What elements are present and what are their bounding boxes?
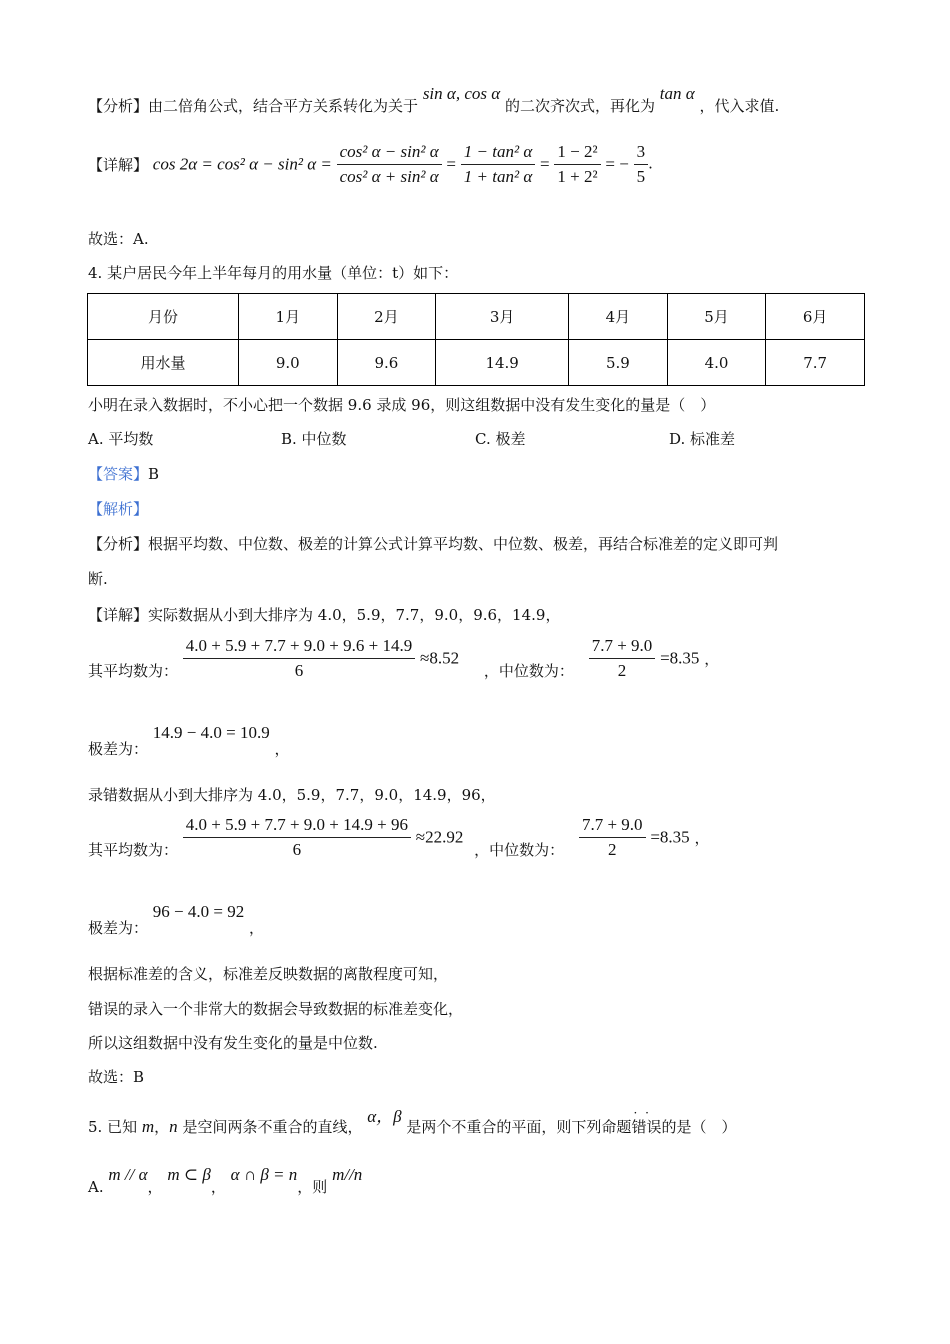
fraction-3-den: 1 + 2² [557,167,598,186]
median2-fraction [579,815,646,860]
comma: ， [704,650,720,668]
option-a-label: A. [88,1178,104,1196]
median-label: ，中位数为： [483,662,574,680]
emphasis-error: · · 错误 [631,1118,661,1136]
avg-result: ≈8.52 [420,648,460,668]
median2-num: 7.7 + 9.0 [579,815,646,838]
q5-text-a: 5. 已知 [88,1118,138,1136]
q4-analysis [88,533,778,554]
avg-fraction [183,636,415,681]
avg2-result: ≈22.92 [415,827,464,847]
question-4-stem: 4. 某户居民今年上半年每月的用水量（单位：t）如下： [88,264,459,282]
conclusion-2: 错误的录入一个非常大的数据会导致数据的标准差变化， [88,1000,464,1018]
fraction-4-den: 5 [636,167,646,186]
median-label: ，中位数为： [474,841,565,859]
wrong-stats-line [88,815,709,860]
table-cell: 1月 [239,294,338,340]
analysis-paragraph [88,84,780,116]
q4-detail-text: 实际数据从小到大排序为 4.0，5.9，7.7，9.0，9.6，14.9， [148,606,561,624]
answer-line [88,463,159,484]
avg-den: 6 [294,661,304,680]
detail-tag: 【详解】 [88,156,149,174]
comma: ， [274,740,290,758]
q5-option-a [88,1164,363,1196]
analysis-tag: 【分析】 [88,97,149,115]
median2-den: 2 [607,840,617,859]
answer-value: B [148,465,160,483]
var-alpha-beta: α，β [367,1107,402,1126]
fraction-3 [554,142,600,187]
fraction-4 [634,142,649,187]
range-label: 极差为： [88,919,149,937]
median-fraction [589,636,656,681]
avg2-fraction [183,815,411,860]
table-cell: 月份 [88,294,239,340]
median2-result: =8.35 [650,827,690,847]
question-4-body: 小明在录入数据时，不小心把一个数据 9.6 录成 96，则这组数据中没有发生变化的量是（ ） [88,396,716,414]
fraction-1-num: cos² α − sin² α [337,142,442,165]
q5-text-c: 是两个不重合的平面，则下列命题 [406,1118,632,1136]
fraction-2-num: 1 − tan² α [461,142,535,165]
avg-num: 4.0 + 5.9 + 7.7 + 9.0 + 9.6 + 14.9 [183,636,415,659]
option-a: A. 平均数 [88,430,154,448]
choice-a-line: 故选：A. [88,230,149,248]
table-cell: 用水量 [88,340,239,386]
table-row [88,340,865,386]
median-num: 7.7 + 9.0 [589,636,656,659]
equals: = [446,154,457,174]
table-cell: 3月 [436,294,569,340]
range-line-1 [88,722,290,758]
fraction-3-num: 1 − 2² [554,142,600,165]
then-text: ，则 [297,1178,328,1196]
median-result: =8.35 [660,648,700,668]
math-cos2a: cos 2α = cos² α − sin² α = [152,154,332,174]
range-label: 极差为： [88,740,149,758]
comma: ， [210,1178,226,1196]
table-row [88,294,865,340]
conclusion-3: 所以这组数据中没有发生变化的量是中位数. [88,1034,378,1052]
actual-stats-line [88,636,719,681]
q5-text-d: 的是（ ） [661,1118,737,1136]
choice-b-line: 故选：B [88,1068,145,1086]
table-cell: 9.0 [239,340,338,386]
table-cell: 5月 [667,294,766,340]
math-sin-cos: sin α, cos α [422,84,501,103]
wrong-sorted-line: 录错数据从小到大排序为 4.0，5.9，7.7，9.0，14.9，96， [88,786,496,804]
analysis-text-3: ，代入求值. [699,97,780,115]
avg2-num: 4.0 + 5.9 + 7.7 + 9.0 + 14.9 + 96 [183,815,411,838]
analysis-text-1: 由二倍角公式，结合平方关系转化为关于 [148,97,419,115]
range-line-2 [88,901,265,937]
conclusion-1: 根据标准差的含义，标准差反映数据的离散程度可知， [88,965,449,983]
option-b: B. 中位数 [281,430,347,448]
analysis-text-2: 的二次齐次式，再化为 [504,97,655,115]
math-m-parallel-n: m//n [332,1165,363,1184]
var-m: m [141,1117,155,1136]
table-cell: 4月 [569,294,668,340]
math-m-parallel-alpha: m // α [108,1165,148,1184]
comma: ， [249,919,265,937]
q4-analysis-cont: 断. [88,570,108,588]
q4-detail-tag: 【详解】 [88,606,149,624]
var-n: n [169,1117,178,1136]
fraction-4-num: 3 [634,142,649,165]
answer-tag: 【答案】 [88,465,149,483]
math-tan: tan α [659,84,695,103]
q5-text-b: 是空间两条不重合的直线， [182,1118,363,1136]
math-intersection: α ∩ β = n [230,1165,298,1184]
question-5-stem [88,1107,737,1137]
table-cell: 9.6 [337,340,436,386]
table-cell: 4.0 [667,340,766,386]
fraction-1-den: cos² α + sin² α [339,167,439,186]
detail-paragraph [88,142,653,187]
table-cell: 5.9 [569,340,668,386]
option-c: C. 极差 [475,430,526,448]
table-cell: 14.9 [436,340,569,386]
q4-analysis-text: 根据平均数、中位数、极差的计算公式计算平均数、中位数、极差，再结合标准差的定义即可判 [148,535,779,553]
q4-analysis-tag: 【分析】 [88,535,149,553]
math-m-subset-beta: m ⊂ β [167,1165,211,1184]
option-d: D. 标准差 [669,430,736,448]
water-usage-table [87,293,865,386]
equals-minus: = − [605,154,629,174]
avg-label: 其平均数为： [88,841,179,859]
jiexi-tag: 【解析】 [88,500,149,518]
range-expression: 14.9 − 4.0 = 10.9 [152,723,270,742]
range2-expression: 96 − 4.0 = 92 [152,902,245,921]
comma: ， [154,1118,170,1136]
period: . [648,154,653,173]
median-den: 2 [617,661,627,680]
table-cell: 2月 [337,294,436,340]
comma: ， [694,829,710,847]
fraction-1 [337,142,442,187]
avg2-den: 6 [292,840,302,859]
fraction-2-den: 1 + tan² α [463,167,533,186]
fraction-2 [461,142,535,187]
q4-detail [88,604,560,625]
table-cell: 7.7 [766,340,865,386]
comma: ， [147,1178,163,1196]
equals: = [540,154,550,174]
table-cell: 6月 [766,294,865,340]
avg-label: 其平均数为： [88,662,179,680]
